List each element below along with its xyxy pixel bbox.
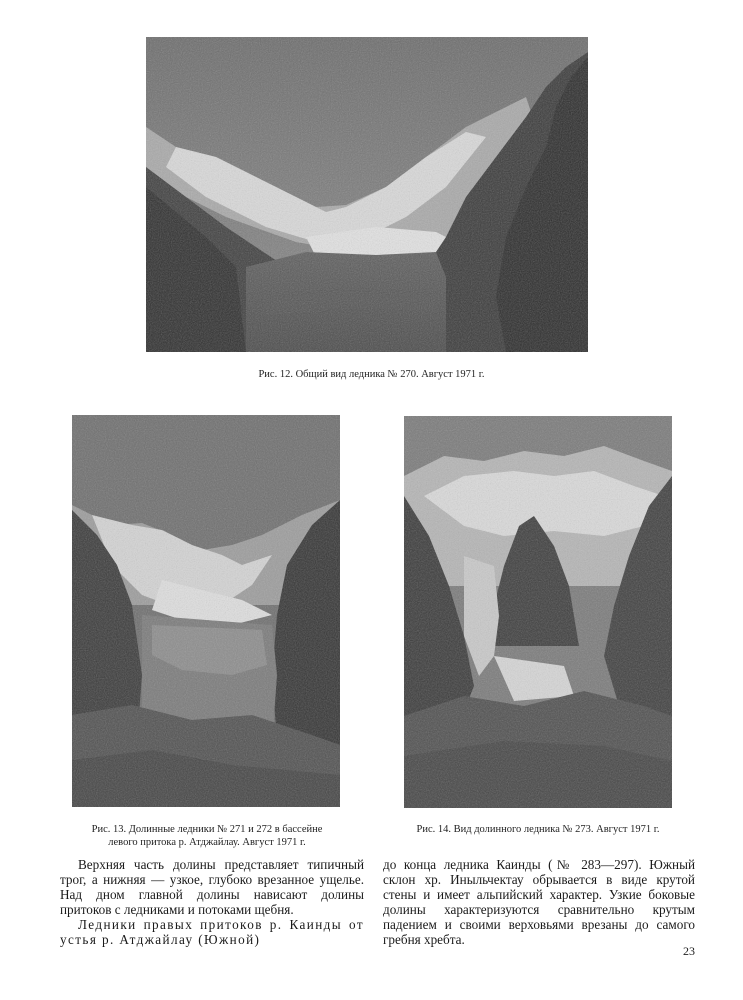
paragraph-trog: Верхняя часть долины представляет типичный трог, а нижняя — узкое, глубоко врезанное ущелье. Над дном главной долины нависают долины притоков с ледниками и потоками щебня. (60, 857, 364, 917)
figure-12-photo (146, 37, 588, 352)
paragraph-south-slope: до конца ледника Каинды (№ 283—297). Южный склон хр. Иныльчектау обрывается в виде крутой стены и имеет альпийский характер. Узкие боковые долины характеризуются сравнительно крутым падением и своими верховьями врезаны до самого гребня хребта. (383, 857, 695, 947)
text-column-right (383, 857, 695, 947)
figure-14-caption: Рис. 14. Вид долинного ледника № 273. Август 1971 г. (416, 824, 660, 835)
figure-12-image (146, 37, 588, 352)
figure-14-photo (404, 416, 672, 808)
figure-13-caption-line-1: Рис. 13. Долинные ледники № 271 и 272 в бассейне (91, 824, 323, 835)
figure-14-image (404, 416, 672, 808)
figure-13-caption-line-2: левого притока р. Атджайлау. Август 1971 г. (108, 837, 306, 848)
figure-13-image (72, 415, 340, 807)
figure-13-photo (72, 415, 340, 807)
paragraph-right-tributaries: Ледники правых притоков р. Каинды от устья р. Атджайлау (Южной) (60, 917, 364, 947)
text-column-left (60, 857, 364, 947)
figure-13-caption (72, 823, 342, 849)
page-number: 23 (683, 944, 695, 958)
figure-12-caption: Рис. 12. Общий вид ледника № 270. Август 1971 г. (258, 369, 485, 380)
